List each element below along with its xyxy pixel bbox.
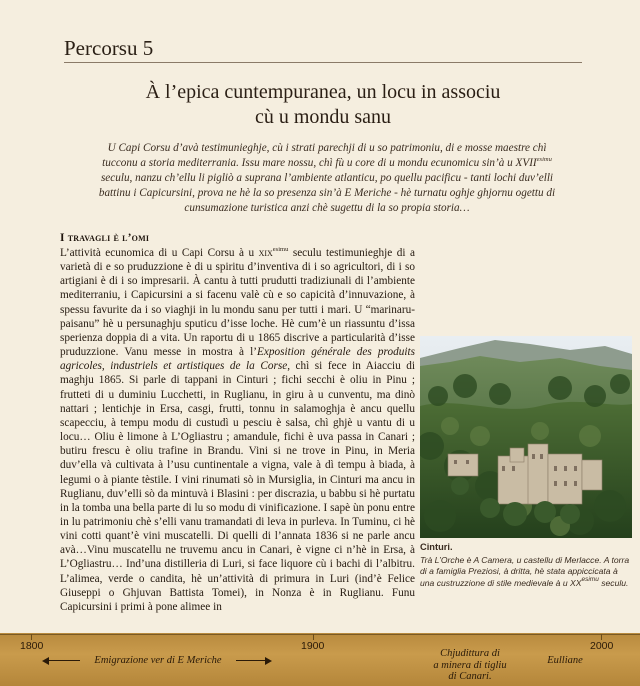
chapter-title <box>100 80 546 130</box>
eulliane-label: Eulliane <box>547 655 583 666</box>
chapter-title-line-1: À l’epica cuntempuranea, un locu in associu <box>145 81 501 103</box>
timeline-year-1800: 1800 <box>20 640 44 652</box>
chapter-title-line-2: cù u mondu sanu <box>254 106 392 128</box>
caption-part-1: Trà L’Orche è A Camera, u castellu di Merlacce. A torra di a famiglia Preziosi, à dritta, hè stata appiccicata à una custruzzione di stile medievale à u XX <box>420 554 630 588</box>
intro-paragraph <box>96 141 558 216</box>
emigration-label: Emigrazione ver di E Meriche <box>94 655 222 666</box>
intro-part-2: seculu, nanzu ch’ellu li pigliò a suprana l’ambiente atlanticu, po quellu pacificu - tanti lochi duv’elli battinu i Capicursini, prova ne hè la so presenza sin’à E Meriche - hè turnatu oghje ghjornu ogettu di cunsumazione turistica anzi chè sugettu di la so propia storia… <box>98 172 556 214</box>
body-text <box>60 246 415 614</box>
timeline-year-1900: 1900 <box>301 640 325 652</box>
castle-landscape-photo <box>420 336 632 538</box>
emigration-arrow-right <box>236 660 266 661</box>
timeline-rule <box>0 634 640 635</box>
closure-line-2: a minera di tigliu <box>433 659 507 671</box>
century-superscript: esimu <box>272 246 289 253</box>
timeline-year-2000: 2000 <box>590 640 614 652</box>
emigration-arrow-left <box>48 660 80 661</box>
title-divider <box>64 62 582 63</box>
body-text-part-3: , chì si fece in Aiacciu di maghju 1865. Si parle di tappani in Cinturi ; fichi secchi è oliu in Pinu ; frutteti di u duminiu Lucchetti, in Ruglianu, in giru à u cunventu, ma dinò nattari ; lentichje in Ersa, casgi, frutti, tonnu in salamoghja è ancu quellu scapecciu, à tempu modu di custudì u pesciu è salsa, chì ghjè u vantu di u locu… Oliu è limone à L’Ogliastru ; amandule, fichi è uva passa in Canari ; butiru frescu è oliu trafine in Brandu. Vini si ne trove in Pinu, in Meria duv’ella và cultivata à l’usu cuntinentale a vigna, vale à dì tempu à biada, à legumi o à piante tèstile. I vini rinumati sò in Mursiglia, in Cinturi ma ancu in Ruglianu, duv’elli sò da mintuvà i Blasini : per discrazia, u babbu si hè purtatu in la tomba una bella parte di lu so modu di vinificazione. I sapè ùn ponu entre in lu patrimoniu chè s’elli vanu tramandati di leva in purleva. In Tuminu, ci hè vini cotti quant’è vini muscatelli. Di quelli di l’annata 1836 si ne parle ancu avà…Vinu muscatellu ne truvemu ancu in Canari, è vigne ci n’hè in Ersa, à L’Ogliastru… Ind’una distilleria di Luri, si face liquore cù i bachi di l’albitru. L’alimea, verde o candita, hè un’attività di primura in Luri (ind’è Felice Giuseppi o Ghjuvan Battista Tomei), in Nonza è in Ruglianu. Funu Capicursini i primi à pone alimee in <box>60 360 415 613</box>
section-heading: I travagli è l’omi <box>60 232 150 244</box>
caption-title: Cinturi. <box>420 542 453 552</box>
caption-superscript: esimu <box>581 575 599 583</box>
photo-caption <box>420 542 630 589</box>
exposition-title: Exposition générale des produits agricoles, industriels et artistiques de la Corse <box>60 346 415 373</box>
timeline-band <box>0 633 640 686</box>
intro-part-1: U Capi Corsu d’avà testimunieghje, cù i strati parechji di u so patrimoniu, di e mosse maestre chì tucconu a storia mediterrania. Issu mare nossu, chì fù u core di u mondu ecunomicu sin’à u XVII <box>102 142 547 169</box>
body-text-part-2: seculu testimunieghje di a varietà di e so pruduzzione è di u spiritu d’inventiva di i so agricultori, di i so artigiani è di i so impresarii. À cantu à tutti prudutti tradiziunali di l’ambiente mediterraniu, i Capicursini a si facenu valè cù e so capicità d’innuvazione, à spessu favurite da i so viaghji in lu mondu sanu per tutti i mari. U “marinaru-paisanu” hè u persunaghju sputicu d’isse loche. Hè cum’è un riassuntu d’issa sperienza doppia di a vita. Un raportu di u 1865 discrive a particularità d’isse pruduzzione. Vanu messe in mostra à l’ <box>60 247 415 359</box>
body-text-part-1: L’attività ecunomica di u Capi Corsu à u <box>60 247 259 259</box>
century-numeral: xix <box>258 247 273 259</box>
page-title: Percorsu 5 <box>64 36 154 60</box>
closure-line-1: Chjudittura di <box>440 648 500 659</box>
caption-text <box>420 555 630 590</box>
closure-label <box>420 648 520 683</box>
caption-part-2: seculu. <box>598 577 629 588</box>
intro-superscript: esimu <box>536 156 552 163</box>
arrowhead-right-icon <box>265 657 272 665</box>
closure-line-3: di Canari. <box>448 671 492 682</box>
